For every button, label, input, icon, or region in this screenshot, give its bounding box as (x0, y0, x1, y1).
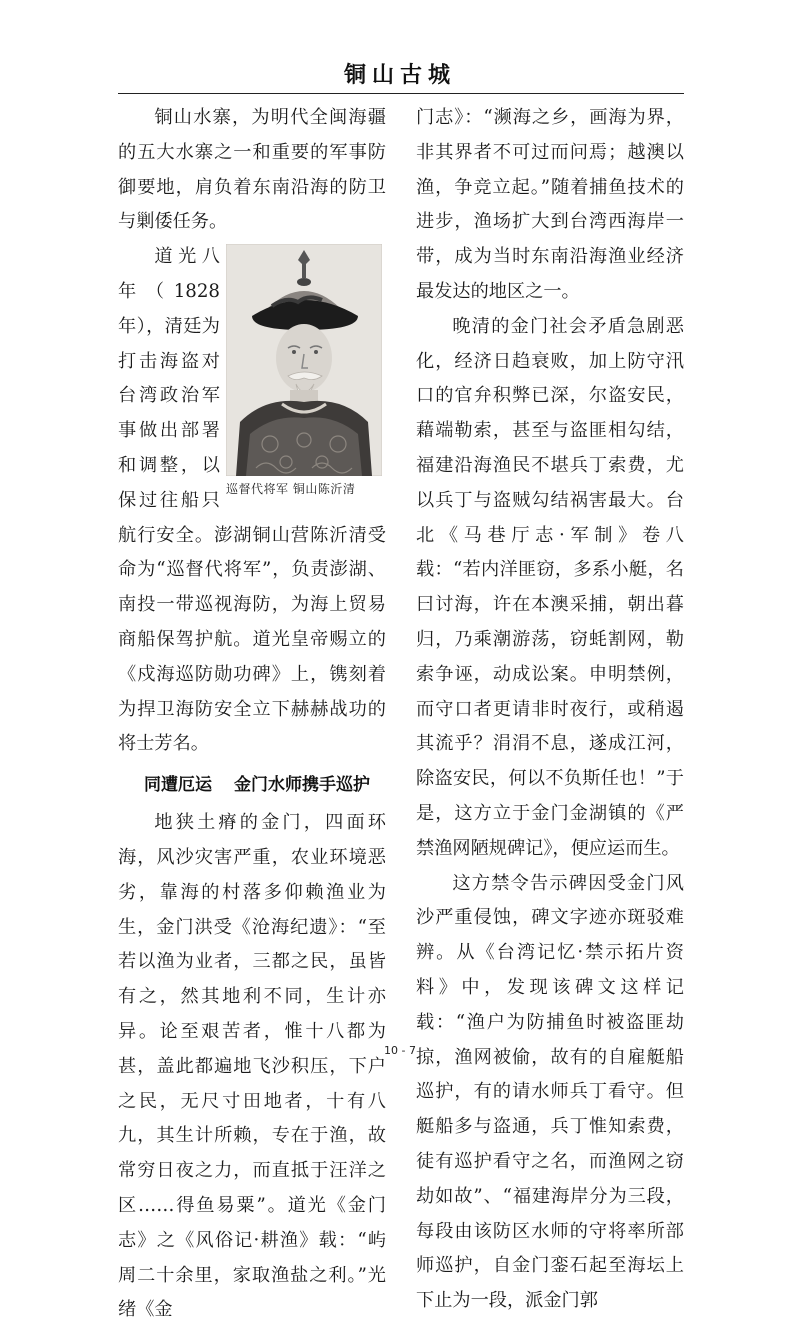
paragraph-shuizhai: 铜山水寨，为明代全闽海疆的五大水寨之一和重要的军事防御要地，肩负着东南沿海的防卫与剿倭任务。 (118, 107, 386, 233)
paragraph-daoguang: 道光八年（1828年），清廷为打击海盗对台湾政治军事做出部署和调整，以保过往船只航行安全。澎湖铜山营陈沂清受命为“巡督代将军”，负责澎湖、南投一带巡视海防，为海上贸易商船保驾护航。道光皇帝赐立的《戍海巡防勋功碑》上，镌刻着为捍卫海防安全立下赫赫战功的将士芳名。 (118, 246, 386, 755)
portrait-image (226, 244, 382, 476)
section-heading-part2: 金门水师携手巡护 (234, 775, 370, 796)
figure-caption: 巡督代将军 铜山陈沂清 (226, 482, 356, 497)
paragraph-continued: 门志》：“濒海之乡，画海为界，非其界者不可过而问焉；越澳以渔，争竞立起。”随着捕鱼技术的进步，渔场扩大到台湾西海岸一带，成为当时东南沿海渔业经济最发达的地区之一。 (416, 107, 684, 302)
page-title: 铜山古城 (343, 62, 456, 88)
portrait-figure (226, 244, 386, 498)
paragraph-stele: 这方禁令告示碑因受金门风沙严重侵蚀，碑文字迹亦斑驳难辨。从《台湾记忆·禁示拓片资料》中，发现该碑文这样记载：“渔户为防捕鱼时被盗匪劫掠，渔网被偷，故有的自雇艇船巡护，有的请水师兵丁看守。但艇船多与盗通，兵丁惟知索费，徒有巡护看守之名，而渔网之窃劫如故”、“福建海岸分为三段，每段由该防区水师的守将率所部师巡护，自金门銮石起至海坛上下止为一段，派金门郭 (416, 872, 684, 1312)
header-divider (118, 93, 684, 94)
page-number: 10 - 7 (384, 1044, 416, 1057)
right-column (416, 101, 684, 1319)
section-heading-part1: 同遭厄运 (144, 775, 212, 796)
left-column (118, 101, 386, 1328)
section-heading (118, 768, 386, 802)
paragraph-wanqing: 晚清的金门社会矛盾急剧恶化，经济日趋衰败，加上防守汛口的官弁积弊已深，尔盗安民，藉端勒索，甚至与盗匪相勾结，福建沿海渔民不堪兵丁索费，尤以兵丁与盗贼勾结祸害最大。台北《马巷厅志·军制》卷八载：“若内洋匪窃，多系小艇，名曰讨海，许在本澳采捕，朝出暮归，乃乘潮游荡，窃蚝割网，勒索争诬，动成讼案。申明禁例，而守口者更请非时夜行，或稍遏其流乎？涓涓不息，遂成江河，除盗安民，何以不负斯任也！”于是，这方立于金门金湖镇的《严禁渔网陋规碑记》，便应运而生。 (416, 315, 684, 859)
paragraph-jinmen: 地狭土瘠的金门，四面环海，风沙灾害严重，农业环境恶劣，靠海的村落多仰赖渔业为生，金门洪受《沧海纪遗》：“至若以渔为业者，三都之民，虽皆有之，然其地利不同，生计亦异。论至艰苦者，惟十八都为甚，盖此都遍地飞沙积压，下户之民，无尺寸田地者，十有八九，其生计所赖，专在于渔，故常穷日夜之力，而直抵于汪洋之区……得鱼易粟”。道光《金门志》之《风俗记·耕渔》载：“屿周二十余里，家取渔盐之利。”光绪《金 (118, 812, 386, 1321)
